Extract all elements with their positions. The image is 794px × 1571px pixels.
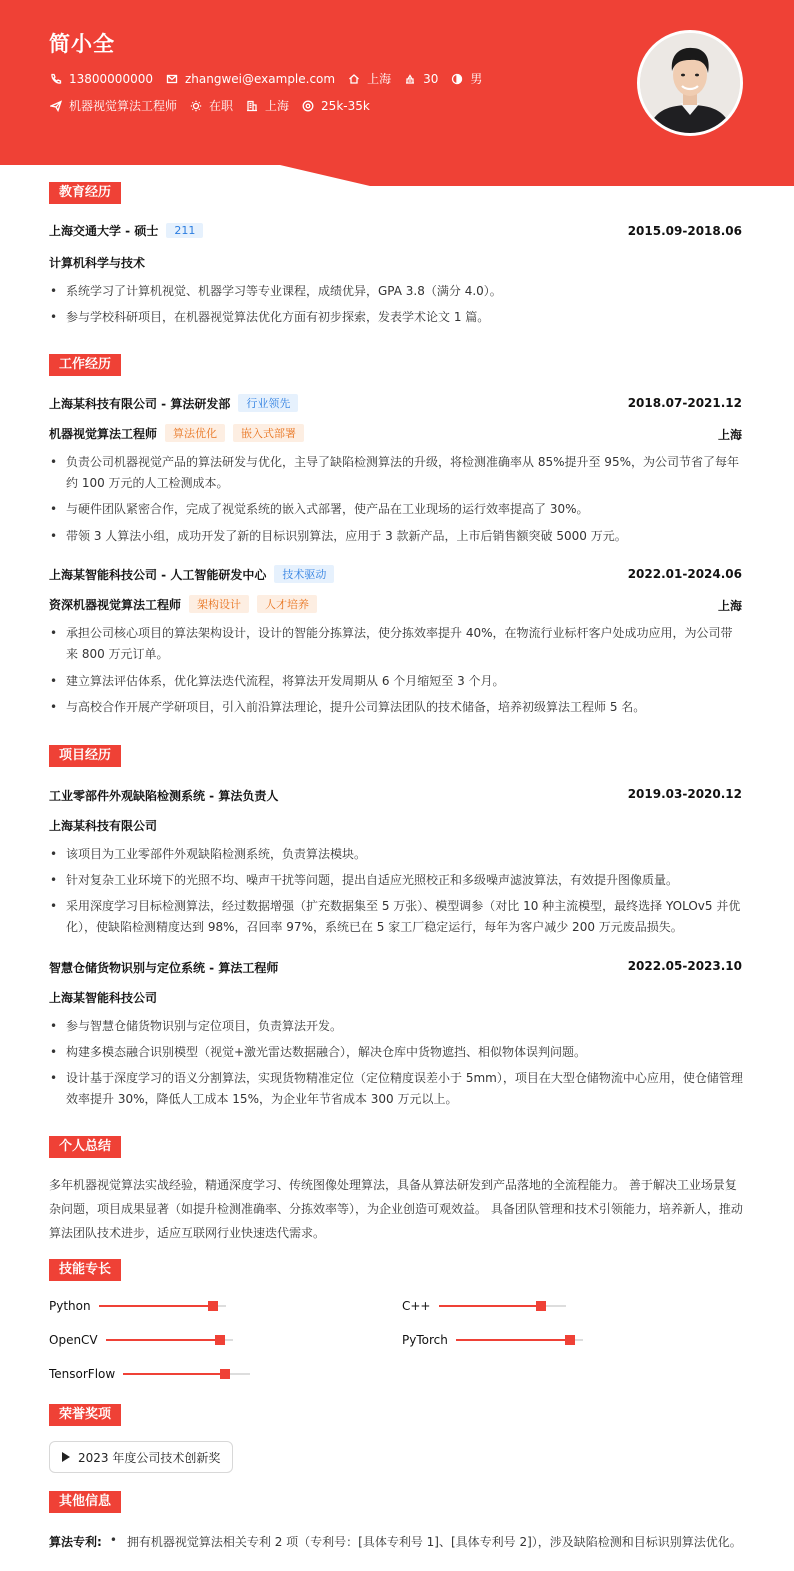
project-bullet: • 设计基于深度学习的语义分割算法，实现货物精准定位（定位精度误差小于 5mm），项目在大型仓储物流中心应用，使仓储管理效率提升 30%，降低人工成本 15%，为企业年节省成本 300 万元以上。: [49, 1068, 743, 1110]
skill-knob: [565, 1335, 575, 1345]
skill-bar: [106, 1339, 233, 1341]
work-tag: 嵌入式部署: [233, 424, 304, 442]
other-bullet: •: [109, 1533, 117, 1547]
skill-knob: [220, 1369, 230, 1379]
building-icon: [245, 99, 259, 113]
gender-icon: [450, 72, 464, 86]
project-bullet: • 构建多模态融合识别模型（视觉+激光雷达数据融合），解决仓库中货物遮挡、相似物体误判问题。: [49, 1042, 743, 1063]
work-title: 资深机器视觉算法工程师: [49, 597, 182, 612]
skill-fill: [439, 1305, 541, 1307]
job-intent-row: [49, 97, 382, 114]
work-badge: 技术驱动: [274, 565, 334, 583]
target-city-item: [245, 97, 289, 114]
header: [0, 0, 794, 190]
skill-bar: [99, 1305, 226, 1307]
project-date: 2022.05-2023.10: [627, 959, 742, 973]
section-divider: [49, 1501, 742, 1503]
section-divider: [49, 1269, 742, 1271]
skill-fill: [456, 1339, 570, 1341]
education-date: 2015.09-2018.06: [627, 224, 742, 238]
coin-icon: [301, 99, 315, 113]
section-project: [49, 745, 121, 767]
skill-name: C++: [402, 1299, 431, 1313]
work-bullet: • 带领 3 人算法小组，成功开发了新的目标识别算法，应用于 3 款新产品，上市后销售额突破 5000 万元。: [49, 526, 743, 547]
project-company: 上海某科技有限公司: [49, 819, 158, 833]
skill-bar: [439, 1305, 566, 1307]
work-city: 上海: [717, 428, 742, 442]
section-divider: [49, 1146, 742, 1148]
phone-icon: [49, 72, 63, 86]
skill-knob: [215, 1335, 225, 1345]
skill-name: Python: [49, 1299, 91, 1313]
section-divider: [49, 1414, 742, 1416]
section-title-summary: 个人总结: [49, 1136, 121, 1158]
work-title-row: [49, 595, 317, 613]
skill-tensorflow: [49, 1367, 250, 1381]
target-city-text: 上海: [265, 99, 290, 113]
work-header: [49, 565, 334, 583]
phone-number: 13800000000: [69, 71, 153, 86]
skill-knob: [208, 1301, 218, 1311]
status-text: 在职: [209, 99, 234, 113]
location-item: [347, 70, 391, 87]
location-text: 上海: [367, 72, 392, 86]
project-bullet: • 该项目为工业零部件外观缺陷检测系统，负责算法模块。: [49, 844, 743, 865]
work-bullet: • 与硬件团队紧密合作，完成了视觉系统的嵌入式部署，使产品在工业现场的运行效率提高了 30%。: [49, 499, 743, 520]
section-other: [49, 1491, 121, 1513]
candidate-name: 简小全: [49, 32, 115, 56]
work-badge: 行业领先: [238, 394, 298, 412]
work-date: 2022.01-2024.06: [627, 567, 742, 581]
skill-cpp: [402, 1299, 566, 1313]
work-tag: 算法优化: [165, 424, 225, 442]
section-work: [49, 354, 121, 376]
email-item: [165, 72, 335, 86]
section-title-education: 教育经历: [49, 182, 121, 204]
salary-item: [301, 99, 370, 113]
work-company: 上海某科技有限公司 - 算法研发部: [49, 396, 231, 411]
section-divider: [49, 192, 742, 194]
work-bullet: • 承担公司核心项目的算法架构设计，设计的智能分拣算法，使分拣效率提升 40%，在物流行业标杆客户处成功应用，为公司带来 800 万元订单。: [49, 623, 743, 665]
project-bullet: • 参与智慧仓储货物识别与定位项目，负责算法开发。: [49, 1016, 743, 1037]
section-skills: [49, 1259, 121, 1281]
work-bullet: • 建立算法评估体系，优化算法迭代流程，将算法开发周期从 6 个月缩短至 3 个月。: [49, 671, 743, 692]
other-info-row: [49, 1533, 749, 1550]
section-summary: [49, 1136, 121, 1158]
section-divider: [49, 364, 742, 366]
skill-bar: [456, 1339, 583, 1341]
other-label: 算法专利:: [49, 1535, 102, 1549]
target-job-text: 机器视觉算法工程师: [69, 99, 178, 113]
work-bullet: • 与高校合作开展产学研项目，引入前沿算法理论，提升公司算法团队的技术储备，培养初级算法工程师 5 名。: [49, 697, 743, 718]
age-item: [403, 72, 438, 86]
other-text: 拥有机器视觉算法相关专利 2 项（专利号：[具体专利号 1]、[具体专利号 2]），涉及缺陷检测和目标识别算法优化。: [126, 1535, 742, 1549]
play-icon: [62, 1452, 70, 1462]
skill-knob: [536, 1301, 546, 1311]
skill-name: TensorFlow: [49, 1367, 116, 1381]
education-bullet: • 参与学校科研项目，在机器视觉算法优化方面有初步探索，发表学术论文 1 篇。: [49, 307, 743, 328]
sun-icon: [189, 99, 203, 113]
work-title-row: [49, 424, 304, 442]
section-title-project: 项目经历: [49, 745, 121, 767]
summary-text: 多年机器视觉算法实战经验，精通深度学习、传统图像处理算法，具备从算法研发到产品落地的全流程能力。 善于解决工业场景复杂问题，项目成果显著（如提升检测准确率、分拣效率等），为企业创造可观效益。 具备团队管理和技术引领能力，培养新人，推动算法团队技术进步，适应互联网行业快速迭代需求。: [49, 1178, 743, 1240]
skill-fill: [106, 1339, 220, 1341]
section-title-skills: 技能专长: [49, 1259, 121, 1281]
section-title-work: 工作经历: [49, 354, 121, 376]
work-bullet: • 负责公司机器视觉产品的算法研发与优化，主导了缺陷检测算法的升级，将检测准确率从 85%提升至 95%，为公司节省了每年约 100 万元的人工检测成本。: [49, 452, 743, 494]
project-date: 2019.03-2020.12: [627, 787, 742, 801]
education-bullet: • 系统学习了计算机视觉、机器学习等专业课程，成绩优异，GPA 3.8（满分 4.0）。: [49, 281, 743, 302]
section-title-awards: 荣誉奖项: [49, 1404, 121, 1426]
project-name: 智慧仓储货物识别与定位系统 - 算法工程师: [49, 961, 279, 975]
section-title-other: 其他信息: [49, 1491, 121, 1513]
gender-item: [450, 70, 482, 87]
education-major: 计算机科学与技术: [49, 256, 146, 270]
send-icon: [49, 99, 63, 113]
skill-pytorch: [402, 1333, 583, 1347]
age-text: 30: [423, 71, 439, 86]
gender-text: 男: [470, 72, 483, 86]
skill-python: [49, 1299, 226, 1313]
section-education: [49, 182, 121, 204]
project-company: 上海某智能科技公司: [49, 991, 158, 1005]
work-tag: 架构设计: [189, 595, 249, 613]
skill-name: PyTorch: [402, 1333, 448, 1347]
school-badge: 211: [166, 223, 203, 238]
work-header: [49, 394, 298, 412]
skill-opencv: [49, 1333, 233, 1347]
section-awards: [49, 1404, 121, 1426]
target-job-item: [49, 97, 177, 114]
work-tag: 人才培养: [257, 595, 317, 613]
phone-item: [49, 72, 153, 86]
award-label: 2023 年度公司技术创新奖: [78, 1450, 221, 1465]
avatar: [637, 30, 743, 136]
home-icon: [347, 72, 361, 86]
section-divider: [49, 755, 742, 757]
project-bullet: • 针对复杂工业环境下的光照不均、噪声干扰等问题，提出自适应光照校正和多级噪声滤波算法，有效提升图像质量。: [49, 870, 743, 891]
skill-fill: [99, 1305, 213, 1307]
skill-bar: [123, 1373, 250, 1375]
salary-text: 25k-35k: [321, 98, 370, 113]
mail-icon: [165, 72, 179, 86]
avatar-portrait: [640, 33, 740, 133]
skill-name: OpenCV: [49, 1333, 98, 1347]
email-address: zhangwei@example.com: [184, 71, 336, 86]
work-date: 2018.07-2021.12: [627, 396, 742, 410]
education-header: [49, 222, 203, 239]
status-item: [189, 97, 233, 114]
work-title: 机器视觉算法工程师: [49, 426, 158, 441]
cake-icon: [403, 72, 417, 86]
project-bullet: • 采用深度学习目标检测算法，经过数据增强（扩充数据集至 5 万张）、模型调参（对比 10 种主流模型，最终选择 YOLOv5 并优化），使缺陷检测精度达到 98%，召回率 97%，系统已在 5 家工厂稳定运行，每年为客户减少 200 万元废品损失。: [49, 896, 743, 938]
work-company: 上海某智能科技公司 - 人工智能研发中心: [49, 567, 267, 582]
project-name: 工业零部件外观缺陷检测系统 - 算法负责人: [49, 789, 279, 803]
school-name: 上海交通大学 - 硕士: [49, 224, 159, 238]
award-item[interactable]: [49, 1441, 233, 1473]
work-city: 上海: [717, 599, 742, 613]
skill-fill: [123, 1373, 225, 1375]
contact-row: [49, 70, 494, 87]
